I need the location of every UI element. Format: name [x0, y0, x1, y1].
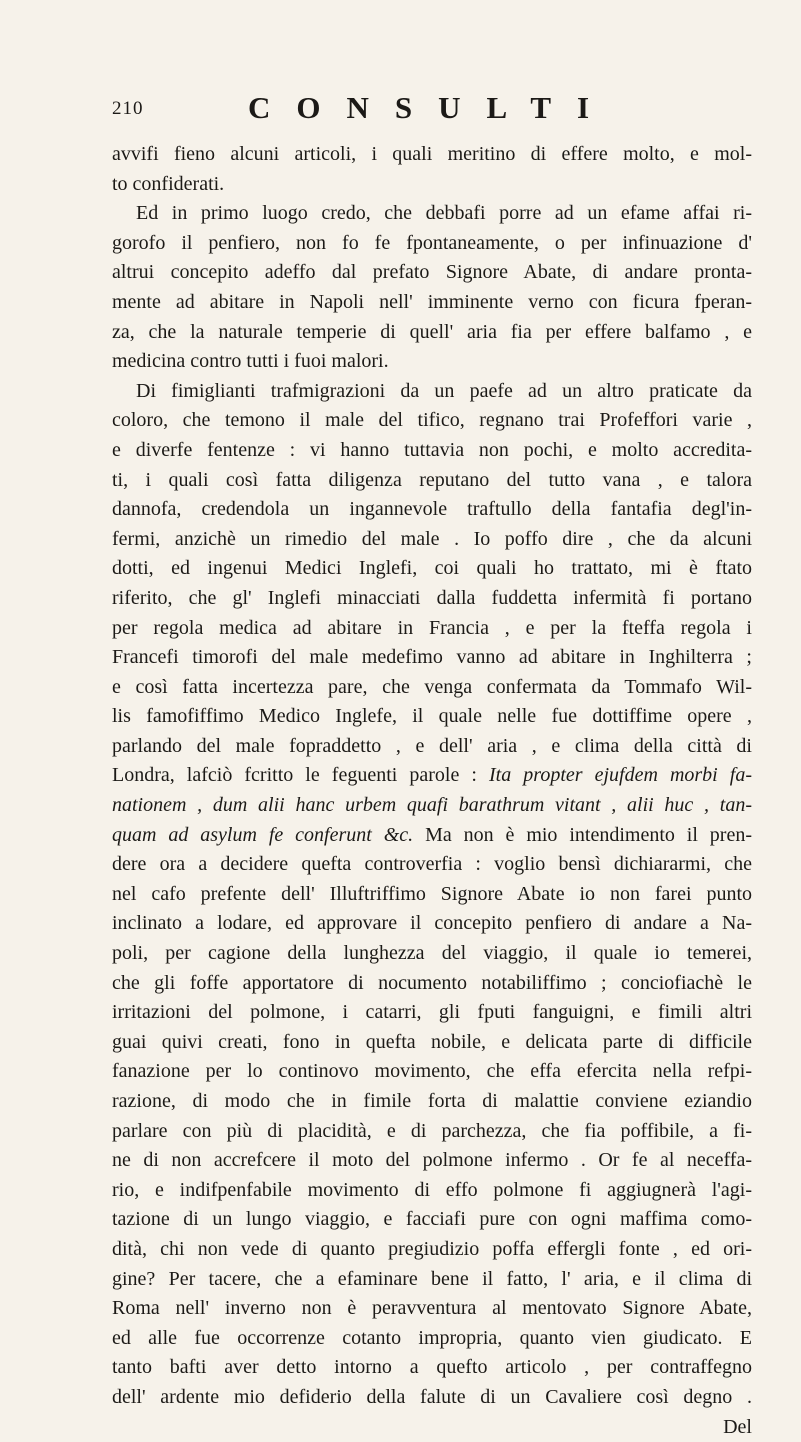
text-line	[112, 495, 752, 525]
text-line	[112, 614, 752, 644]
text-line	[112, 1205, 752, 1235]
line-text: fermi, anzichè un rimedio del male . Io poffo dire , che da alcuni	[112, 527, 752, 550]
text-line	[112, 1265, 752, 1295]
text-line	[112, 969, 752, 999]
text-line	[112, 1057, 752, 1087]
line-text: per regola medica ad abitare in Francia , e per la fteffa regola i	[112, 616, 752, 639]
line-text: nel cafo prefente dell' Illuftriffimo Signore Abate io non farei punto	[112, 882, 752, 905]
text-line	[112, 998, 752, 1028]
line-text: za, che la naturale temperie di quell' aria fia per effere balfamo , e	[112, 320, 752, 343]
line-text: gine? Per tacere, che a efaminare bene il fatto, l' aria, e il clima di	[112, 1267, 752, 1290]
text-line	[112, 643, 752, 673]
line-text: inclinato a lodare, ed approvare il concepito penfiero di andare a Na-	[112, 912, 752, 935]
line-text: mente ad abitare in Napoli nell' imminente verno con ficura fperan-	[112, 290, 752, 313]
text-line	[112, 1087, 752, 1117]
line-text: coloro, che temono il male del tifico, regnano trai Profeffori varie ,	[112, 409, 752, 432]
line-text: medicina contro tutti i fuoi malori.	[112, 350, 389, 373]
text-line	[112, 1117, 752, 1147]
text-line	[112, 377, 752, 407]
text-line	[112, 1146, 752, 1176]
line-text: Di fimiglianti trafmigrazioni da un paefe ad un altro praticate da	[136, 379, 752, 402]
catchword: Del	[723, 1415, 752, 1438]
text-line	[112, 466, 752, 496]
line-text: lis famofiffimo Medico Inglefe, il quale nelle fue dottiffime opere ,	[112, 705, 752, 728]
line-text: rio, e indifpenfabile movimento di effo polmone fi aggiugnerà l'agi-	[112, 1178, 752, 1201]
line-text: ne di non accrefcere il moto del polmone infermo . Or fe al neceffa-	[112, 1149, 752, 1172]
text-line	[112, 1176, 752, 1206]
text-line	[112, 1324, 752, 1354]
line-text: e così fatta incertezza pare, che venga confermata da Tommafo Wil-	[112, 675, 752, 698]
text-line	[112, 258, 752, 288]
text-line	[112, 554, 752, 584]
line-text: gorofo il penfiero, non fo fe fpontaneamente, o per infinuazione d'	[112, 231, 752, 254]
text-line	[112, 1353, 752, 1383]
text-line	[112, 702, 752, 732]
line-text: Ed in primo luogo credo, che debbafi porre ad un efame affai ri-	[136, 202, 752, 225]
line-text: to confiderati.	[112, 172, 225, 195]
text-line	[112, 821, 752, 851]
text-line	[112, 347, 752, 377]
line-text: razione, di modo che in fimile forta di malattie conviene eziandio	[112, 1090, 752, 1112]
text-line	[112, 199, 752, 229]
text-line	[112, 584, 752, 614]
line-text: parlando del male fopraddetto , e dell' aria , e clima della città di	[112, 734, 752, 757]
text-line	[112, 1383, 752, 1413]
line-text: Roma nell' inverno non è peravventura al mentovato Signore Abate,	[112, 1297, 752, 1320]
line-text: riferito, che gl' Inglefi minacciati dalla fuddetta infermità fi portano	[112, 586, 752, 609]
body-text	[112, 140, 752, 1442]
line-text: dere ora a decidere quefta controverfia : voglio bensì dichiararmi, che	[112, 853, 752, 876]
line-text: Francefi timorofi del male medefimo vanno ad abitare in Inghilterra ;	[112, 646, 752, 669]
text-line	[112, 140, 752, 170]
text-line	[112, 732, 752, 762]
line-text: avvifi fieno alcuni articoli, i quali meritino di effere molto, e mol-	[112, 143, 752, 165]
page-number: 210	[112, 98, 144, 119]
text-line	[112, 288, 752, 318]
text-line	[112, 939, 752, 969]
line-text: dotti, ed ingenui Medici Inglefi, coi quali ho trattato, mi è ftato	[112, 557, 752, 580]
page-header	[112, 92, 752, 128]
text-line	[112, 673, 752, 703]
line-text: dell' ardente mio defiderio della falute di un Cavaliere così degno .	[112, 1385, 752, 1408]
line-text: tanto bafti aver detto intorno a quefto articolo , per contraffegno	[112, 1356, 752, 1379]
line-text: dannofa, credendola un ingannevole traftullo della fantafia degl'in-	[112, 498, 752, 521]
latin-quotation: quam ad asylum fe conferunt &c.	[112, 823, 414, 846]
text-line	[112, 170, 752, 200]
line-text: parlare con più di placidità, e di parchezza, che fia poffibile, a fi-	[112, 1119, 752, 1142]
text-line	[112, 229, 752, 259]
line-text: fanazione per lo continovo movimento, che effa efercita nella refpi-	[112, 1060, 752, 1083]
text-line	[112, 525, 752, 555]
text-line	[112, 791, 752, 821]
line-text: e diverfe fentenze : vi hanno tuttavia non pochi, e molto accredita-	[112, 438, 752, 461]
line-text: che gli foffe apportatore di nocumento notabiliffimo ; conciofiachè le	[112, 971, 752, 994]
line-text: irritazioni del polmone, i catarri, gli fputi fanguigni, e fimili altri	[112, 1001, 752, 1024]
line-text: altrui concepito adeffo dal prefato Signore Abate, di andare pronta-	[112, 261, 752, 284]
text-line	[112, 850, 752, 880]
line-text: ed alle fue occorrenze cotanto impropria, quanto vien giudicato. E	[112, 1326, 752, 1349]
line-text: tazione di un lungo viaggio, e facciafi pure con ogni maffima como-	[112, 1208, 752, 1231]
running-title: CONSULTI	[248, 90, 616, 125]
text-line	[112, 406, 752, 436]
text-line	[112, 318, 752, 348]
line-text: dità, chi non vede di quanto pregiudizio poffa effergli fonte , ed ori-	[112, 1237, 752, 1260]
text-line	[112, 880, 752, 910]
text-line	[112, 909, 752, 939]
latin-quotation: Ita propter ejufdem morbi fa-	[489, 764, 752, 787]
text-line	[112, 1294, 752, 1324]
latin-quotation: nationem , dum alii hanc urbem quafi barathrum vitant , alii huc , tan-	[112, 794, 752, 817]
line-text: ti, i quali così fatta diligenza reputano del tutto vana , e talora	[112, 468, 752, 491]
text-line	[112, 1235, 752, 1265]
line-text: Ma non è mio intendimento il pren-	[425, 823, 752, 846]
line-text: Londra, lafciò fcritto le feguenti parole :	[112, 764, 477, 787]
text-line	[112, 436, 752, 466]
text-line	[112, 1028, 752, 1058]
text-line	[112, 761, 752, 791]
line-text: guai quivi creati, fono in quefta nobile, e delicata parte di difficile	[112, 1030, 752, 1053]
line-text: poli, per cagione della lunghezza del viaggio, il quale io temerei,	[112, 942, 752, 965]
